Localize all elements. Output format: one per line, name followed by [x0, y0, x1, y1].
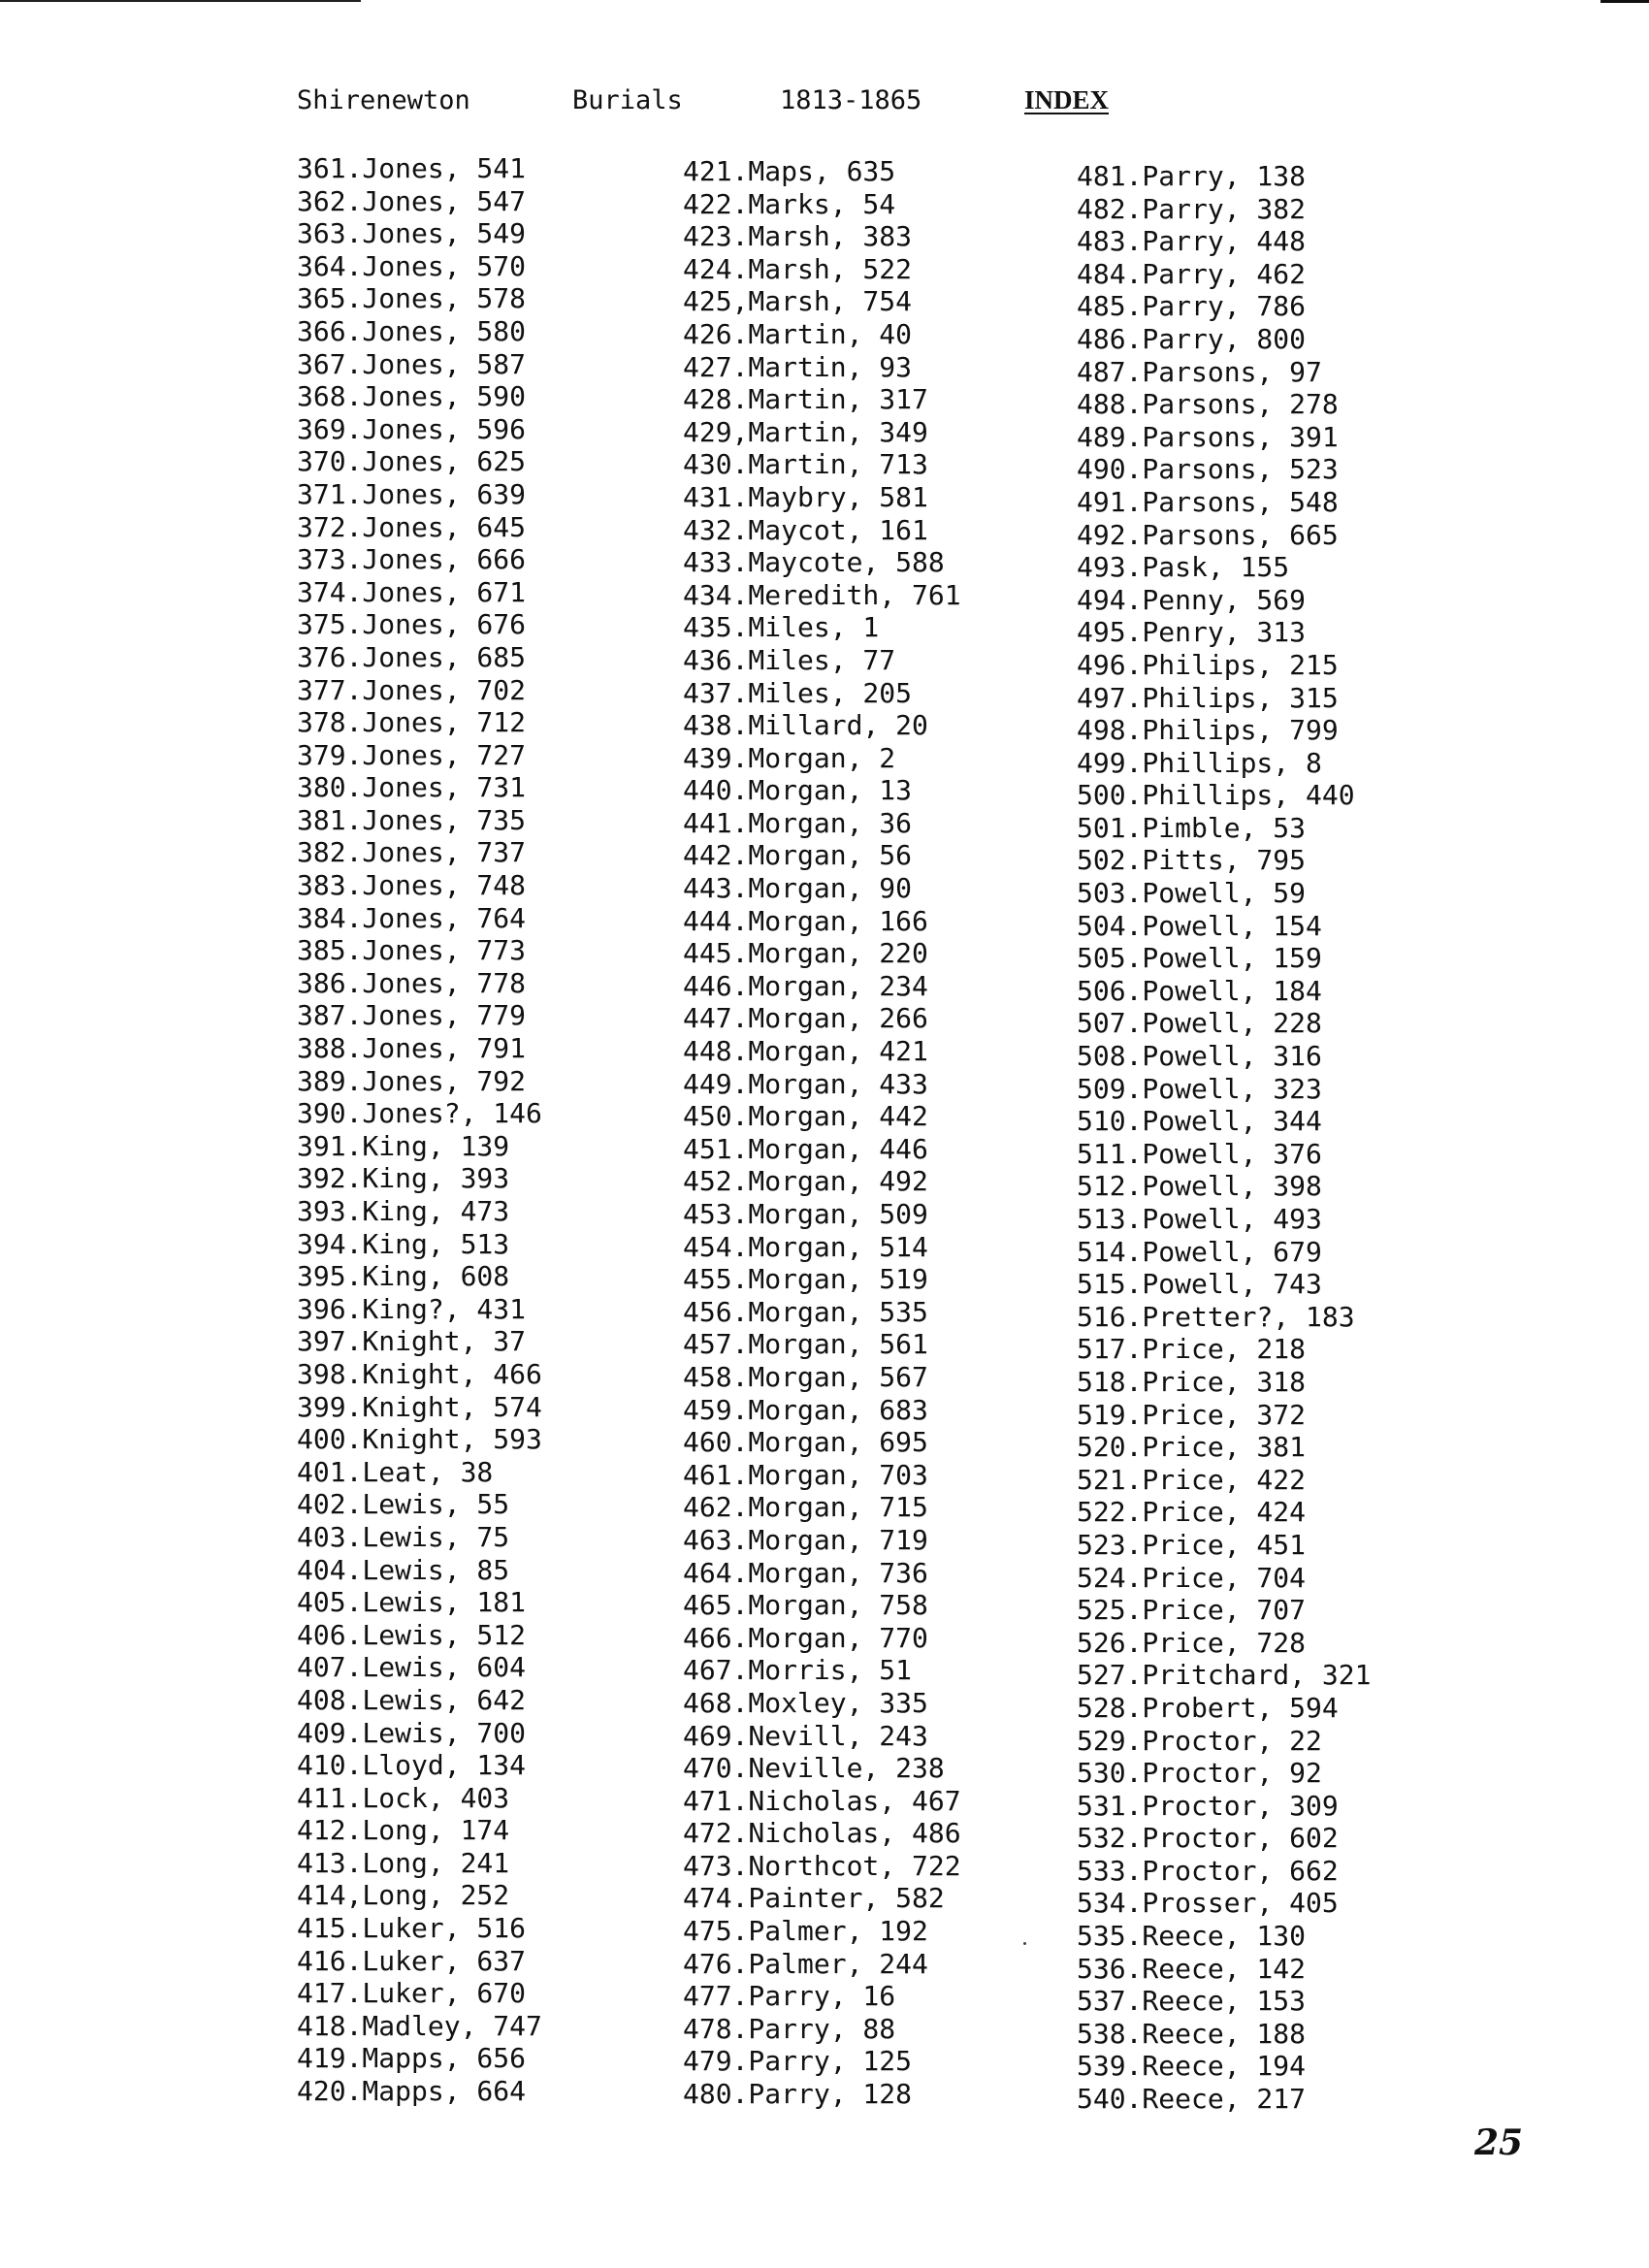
index-entry: 512.Powell, 398 — [1077, 1170, 1322, 1203]
index-entry: 428.Martin, 317 — [683, 383, 928, 416]
index-entry: 528.Probert, 594 — [1077, 1691, 1339, 1724]
index-entry: 497.Philips, 315 — [1077, 681, 1339, 714]
index-entry: 530.Proctor, 92 — [1077, 1757, 1322, 1790]
parish-name: Shirenewton — [297, 85, 470, 115]
index-entry: 421.Maps, 635 — [683, 155, 896, 187]
index-entry: 397.Knight, 37 — [297, 1325, 527, 1358]
index-entry: 479.Parry, 125 — [683, 2045, 913, 2078]
index-entry: 430.Martin, 713 — [683, 448, 928, 481]
index-column-3 — [1077, 160, 1371, 2116]
index-entry: 491.Parsons, 548 — [1077, 485, 1339, 518]
index-entry: 383.Jones, 748 — [297, 869, 527, 902]
index-entry: 416.Luker, 637 — [297, 1944, 527, 1977]
index-entry: 406.Lewis, 512 — [297, 1618, 527, 1651]
index-entry: 422.Marks, 54 — [683, 187, 896, 220]
index-entry: 396.King?, 431 — [297, 1292, 527, 1325]
index-heading: INDEX — [1024, 85, 1110, 114]
index-entry: 393.King, 473 — [297, 1195, 510, 1227]
index-entry: 510.Powell, 344 — [1077, 1105, 1322, 1138]
index-entry: 465.Morgan, 758 — [683, 1589, 928, 1622]
index-column-1 — [297, 152, 542, 2108]
index-entry: 487.Parsons, 97 — [1077, 355, 1322, 388]
index-entry: 494.Penny, 569 — [1077, 583, 1307, 616]
record-type: Burials — [572, 85, 683, 115]
page-header — [297, 85, 1170, 124]
index-entry: 508.Powell, 316 — [1077, 1040, 1322, 1073]
index-entry: 368.Jones, 590 — [297, 380, 527, 413]
index-entry: 449.Morgan, 433 — [683, 1067, 928, 1100]
index-entry: 364.Jones, 570 — [297, 249, 527, 282]
index-entry: 492.Parsons, 665 — [1077, 518, 1339, 551]
index-entry: 520.Price, 381 — [1077, 1431, 1307, 1464]
index-entry: 399.Knight, 574 — [297, 1390, 542, 1423]
index-entry: 413.Long, 241 — [297, 1846, 510, 1879]
index-entry: 453.Morgan, 509 — [683, 1198, 928, 1230]
index-entry: 489.Parsons, 391 — [1077, 420, 1339, 453]
index-entry: 458.Morgan, 567 — [683, 1360, 928, 1393]
index-entry: 418.Madley, 747 — [297, 2009, 542, 2042]
index-entry: 483.Parry, 448 — [1077, 225, 1307, 258]
index-entry: 424.Marsh, 522 — [683, 252, 913, 285]
index-entry: 427.Martin, 93 — [683, 350, 913, 383]
index-entry: 373.Jones, 666 — [297, 543, 527, 576]
index-entry: 471.Nicholas, 467 — [683, 1784, 961, 1817]
index-entry: 493.Pask, 155 — [1077, 551, 1290, 584]
index-entry: 382.Jones, 737 — [297, 836, 527, 869]
index-entry: 446.Morgan, 234 — [683, 969, 928, 1002]
index-entry: 414,Long, 252 — [297, 1879, 510, 1912]
index-entry: 463.Morgan, 719 — [683, 1523, 928, 1556]
year-range: 1813-1865 — [780, 85, 922, 115]
index-entry: 477.Parry, 16 — [683, 1980, 896, 2013]
index-entry: 473.Northcot, 722 — [683, 1849, 961, 1882]
index-entry: 450.Morgan, 442 — [683, 1100, 928, 1133]
index-entry: 437.Miles, 205 — [683, 676, 913, 709]
index-entry: 526.Price, 728 — [1077, 1626, 1307, 1659]
index-entry: 522.Price, 424 — [1077, 1496, 1307, 1529]
index-entry: 519.Price, 372 — [1077, 1398, 1307, 1431]
index-entry: 403.Lewis, 75 — [297, 1520, 510, 1553]
index-entry: 370.Jones, 625 — [297, 445, 527, 478]
index-entry: 537.Reece, 153 — [1077, 1985, 1307, 2018]
index-entry: 521.Price, 422 — [1077, 1463, 1307, 1496]
index-entry: 534.Prosser, 405 — [1077, 1887, 1339, 1920]
index-entry: 496.Philips, 215 — [1077, 648, 1339, 681]
index-entry: 362.Jones, 547 — [297, 184, 527, 217]
index-entry: 501.Pimble, 53 — [1077, 811, 1307, 844]
index-entry: 474.Painter, 582 — [683, 1882, 945, 1915]
index-entry: 376.Jones, 685 — [297, 640, 527, 673]
index-entry: 459.Morgan, 683 — [683, 1393, 928, 1426]
index-entry: 470.Neville, 238 — [683, 1752, 945, 1785]
index-entry: 447.Morgan, 266 — [683, 1002, 928, 1035]
index-entry: 444.Morgan, 166 — [683, 904, 928, 937]
index-entry: 377.Jones, 702 — [297, 673, 527, 706]
index-entry: 398.Knight, 466 — [297, 1357, 542, 1390]
index-entry: 513.Powell, 493 — [1077, 1203, 1322, 1235]
index-entry: 400.Knight, 593 — [297, 1423, 542, 1456]
index-entry: 442.Morgan, 56 — [683, 839, 913, 872]
index-column-2 — [683, 155, 961, 2111]
index-entry: 423.Marsh, 383 — [683, 220, 913, 253]
index-entry: 536.Reece, 142 — [1077, 1952, 1307, 1985]
index-entry: 426.Martin, 40 — [683, 317, 913, 350]
index-entry: 366.Jones, 580 — [297, 314, 527, 347]
index-entry: 429,Martin, 349 — [683, 415, 928, 448]
index-entry: 529.Proctor, 22 — [1077, 1724, 1322, 1757]
index-entry: 378.Jones, 712 — [297, 706, 527, 739]
scan-edge-line-right — [1600, 0, 1649, 3]
index-entry: 361.Jones, 541 — [297, 152, 527, 184]
index-entry: 365.Jones, 578 — [297, 282, 527, 315]
index-entry: 498.Philips, 799 — [1077, 714, 1339, 747]
stray-ink-dot — [1023, 1942, 1026, 1945]
index-entry: 419.Mapps, 656 — [297, 2042, 527, 2075]
index-entry: 524.Price, 704 — [1077, 1561, 1307, 1594]
index-entry: 371.Jones, 639 — [297, 477, 527, 510]
index-entry: 500.Phillips, 440 — [1077, 779, 1355, 812]
index-entry: 481.Parry, 138 — [1077, 160, 1307, 192]
index-entry: 466.Morgan, 770 — [683, 1621, 928, 1654]
index-entry: 412.Long, 174 — [297, 1814, 510, 1847]
index-entry: 407.Lewis, 604 — [297, 1651, 527, 1684]
index-entry: 410.Lloyd, 134 — [297, 1749, 527, 1782]
index-entry: 511.Powell, 376 — [1077, 1137, 1322, 1170]
index-entry: 467.Morris, 51 — [683, 1654, 913, 1687]
index-entry: 464.Morgan, 736 — [683, 1556, 928, 1589]
index-entry: 441.Morgan, 36 — [683, 806, 913, 839]
index-entry: 514.Powell, 679 — [1077, 1235, 1322, 1268]
index-entry: 482.Parry, 382 — [1077, 192, 1307, 225]
index-entry: 540.Reece, 217 — [1077, 2083, 1307, 2116]
index-entry: 525.Price, 707 — [1077, 1594, 1307, 1627]
index-entry: 388.Jones, 791 — [297, 1032, 527, 1065]
index-entry: 485.Parry, 786 — [1077, 290, 1307, 323]
index-entry: 409.Lewis, 700 — [297, 1716, 527, 1749]
index-entry: 435.Miles, 1 — [683, 611, 880, 644]
index-entry: 456.Morgan, 535 — [683, 1295, 928, 1328]
index-entry: 490.Parsons, 523 — [1077, 453, 1339, 486]
index-entry: 405.Lewis, 181 — [297, 1586, 527, 1619]
index-entry: 389.Jones, 792 — [297, 1064, 527, 1097]
index-entry: 451.Morgan, 446 — [683, 1132, 928, 1165]
index-entry: 486.Parry, 800 — [1077, 322, 1307, 355]
index-entry: 499.Phillips, 8 — [1077, 746, 1322, 779]
index-entry: 527.Pritchard, 321 — [1077, 1659, 1372, 1692]
index-entry: 431.Maybry, 581 — [683, 480, 928, 513]
index-entry: 488.Parsons, 278 — [1077, 388, 1339, 421]
index-entry: 518.Price, 318 — [1077, 1365, 1307, 1398]
index-entry: 506.Powell, 184 — [1077, 974, 1322, 1007]
index-entry: 452.Morgan, 492 — [683, 1165, 928, 1198]
index-entry: 461.Morgan, 703 — [683, 1458, 928, 1491]
index-entry: 411.Lock, 403 — [297, 1781, 510, 1814]
index-entry: 408.Lewis, 642 — [297, 1683, 527, 1716]
index-entry: 394.King, 513 — [297, 1227, 510, 1260]
index-entry: 504.Powell, 154 — [1077, 909, 1322, 942]
index-entry: 381.Jones, 735 — [297, 803, 527, 836]
index-entry: 436.Miles, 77 — [683, 643, 896, 676]
index-entry: 433.Maycote, 588 — [683, 546, 945, 579]
index-entry: 469.Nevill, 243 — [683, 1719, 928, 1752]
index-entry: 478.Parry, 88 — [683, 2012, 896, 2045]
index-entry: 417.Luker, 670 — [297, 1977, 527, 2010]
index-entry: 455.Morgan, 519 — [683, 1263, 928, 1296]
index-entry: 367.Jones, 587 — [297, 347, 527, 380]
index-entry: 532.Proctor, 602 — [1077, 1822, 1339, 1855]
index-entry: 539.Reece, 194 — [1077, 2050, 1307, 2083]
index-entry: 387.Jones, 779 — [297, 999, 527, 1032]
index-entry: 391.King, 139 — [297, 1129, 510, 1162]
index-entry: 440.Morgan, 13 — [683, 774, 913, 807]
index-entry: 523.Price, 451 — [1077, 1528, 1307, 1561]
index-entry: 404.Lewis, 85 — [297, 1553, 510, 1586]
index-entry: 445.Morgan, 220 — [683, 937, 928, 970]
index-entry: 386.Jones, 778 — [297, 966, 527, 999]
page-number: 25 — [1474, 2122, 1524, 2163]
index-entry: 507.Powell, 228 — [1077, 1007, 1322, 1040]
index-entry: 495.Penry, 313 — [1077, 616, 1307, 649]
index-entry: 374.Jones, 671 — [297, 575, 527, 608]
index-entry: 517.Price, 218 — [1077, 1333, 1307, 1366]
index-entry: 363.Jones, 549 — [297, 217, 527, 250]
index-entry: 454.Morgan, 514 — [683, 1230, 928, 1263]
index-entry: 468.Moxley, 335 — [683, 1686, 928, 1719]
index-entry: 531.Proctor, 309 — [1077, 1789, 1339, 1822]
index-entry: 384.Jones, 764 — [297, 901, 527, 934]
index-entry: 375.Jones, 676 — [297, 608, 527, 641]
index-entry: 476.Palmer, 244 — [683, 1947, 928, 1980]
index-entry: 516.Pretter?, 183 — [1077, 1300, 1355, 1333]
index-entry: 415.Luker, 516 — [297, 1912, 527, 1945]
index-entry: 535.Reece, 130 — [1077, 1920, 1307, 1953]
index-entry: 533.Proctor, 662 — [1077, 1854, 1339, 1887]
index-entry: 379.Jones, 727 — [297, 738, 527, 771]
index-entry: 475.Palmer, 192 — [683, 1915, 928, 1948]
index-entry: 448.Morgan, 421 — [683, 1035, 928, 1068]
index-entry: 369.Jones, 596 — [297, 412, 527, 445]
index-entry: 372.Jones, 645 — [297, 510, 527, 543]
index-entry: 438.Millard, 20 — [683, 709, 928, 742]
index-entry: 380.Jones, 731 — [297, 771, 527, 804]
index-entry: 509.Powell, 323 — [1077, 1072, 1322, 1105]
index-entry: 505.Powell, 159 — [1077, 942, 1322, 975]
index-entry: 392.King, 393 — [297, 1162, 510, 1195]
index-entry: 425,Marsh, 754 — [683, 285, 913, 318]
index-entry: 434.Meredith, 761 — [683, 578, 961, 611]
index-entry: 538.Reece, 188 — [1077, 2017, 1307, 2050]
index-entry: 443.Morgan, 90 — [683, 872, 913, 905]
index-entry: 432.Maycot, 161 — [683, 513, 928, 546]
index-entry: 390.Jones?, 146 — [297, 1097, 542, 1130]
scan-edge-line-left — [0, 0, 361, 2]
index-entry: 420.Mapps, 664 — [297, 2075, 527, 2108]
index-entry: 515.Powell, 743 — [1077, 1268, 1322, 1301]
index-entry: 503.Powell, 59 — [1077, 877, 1307, 910]
index-entry: 402.Lewis, 55 — [297, 1488, 510, 1521]
index-entry: 462.Morgan, 715 — [683, 1491, 928, 1524]
index-entry: 472.Nicholas, 486 — [683, 1817, 961, 1850]
index-entry: 484.Parry, 462 — [1077, 257, 1307, 290]
index-entry: 385.Jones, 773 — [297, 934, 527, 967]
index-entry: 439.Morgan, 2 — [683, 741, 896, 774]
index-entry: 480.Parry, 128 — [683, 2078, 913, 2111]
index-entry: 395.King, 608 — [297, 1260, 510, 1293]
index-entry: 460.Morgan, 695 — [683, 1426, 928, 1459]
index-entry: 502.Pitts, 795 — [1077, 844, 1307, 877]
index-entry: 401.Leat, 38 — [297, 1455, 494, 1488]
index-entry: 457.Morgan, 561 — [683, 1328, 928, 1361]
